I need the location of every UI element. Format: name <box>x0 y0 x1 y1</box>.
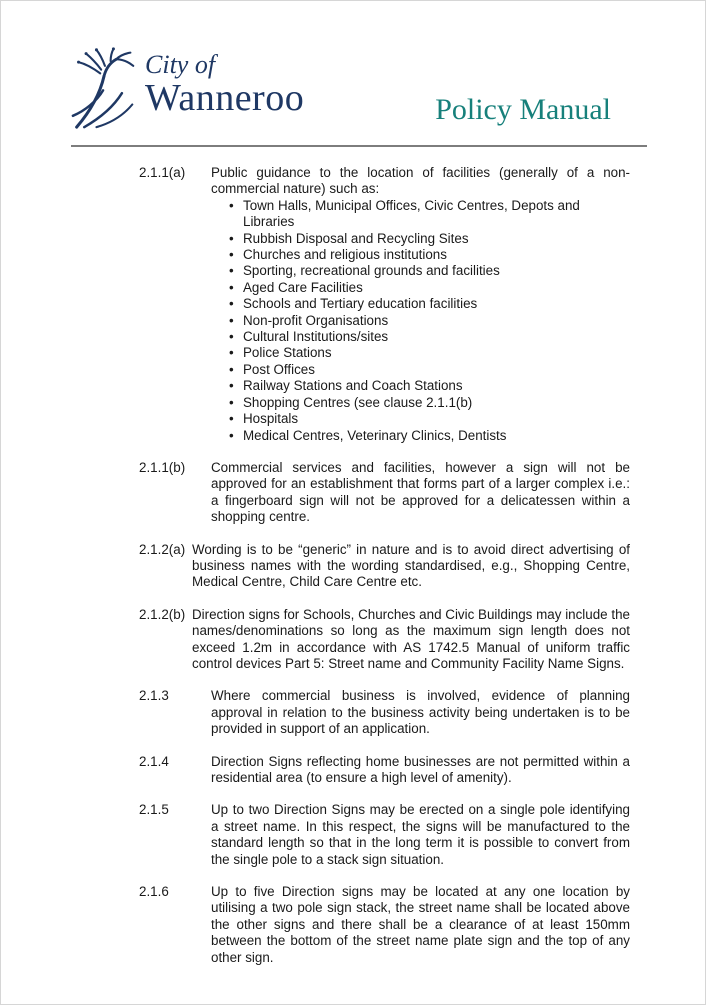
clause-text-block <box>211 460 630 526</box>
clause-2-1-6 <box>139 884 630 966</box>
kangaroo-paw-logo-icon <box>71 47 137 129</box>
bullet-icon: • <box>229 312 234 328</box>
clause-text: Where commercial business is involved, evidence of planning approval in relation to the business activity being undertaken is to be provided in support of an application. <box>211 688 630 737</box>
org-name <box>145 47 304 117</box>
clause-number: 2.1.2(a) <box>139 541 186 557</box>
clause-2-1-1a <box>139 165 630 444</box>
list-item <box>211 198 630 231</box>
clause-2-1-2a <box>139 542 630 591</box>
list-item <box>211 345 630 361</box>
list-item <box>211 296 630 312</box>
bullet-icon: • <box>229 361 234 377</box>
list-item-text: Hospitals <box>243 411 299 427</box>
list-item-text: Medical Centres, Veterinary Clinics, Dentists <box>243 427 507 443</box>
list-item <box>211 263 630 279</box>
page-header <box>1 1 705 129</box>
clause-text-block <box>192 542 630 591</box>
list-item-text: Aged Care Facilities <box>243 279 363 295</box>
clause-text: Direction Signs reflecting home businesses are not permitted within a residential area (to ensure a high level of amenity). <box>211 753 630 785</box>
clause-text-block <box>211 165 630 444</box>
list-item-text: Post Offices <box>243 361 315 377</box>
list-item <box>211 378 630 394</box>
list-item <box>211 247 630 263</box>
bullet-icon: • <box>229 296 234 312</box>
clause-text: Commercial services and facilities, however a sign will not be approved for an establishment that forms part of a larger complex i.e.: a fingerboard sign will not be approved for a delicatessen within a shopping centre. <box>211 459 630 525</box>
clause-text: Wording is to be “generic” in nature and is to avoid direct advertising of business names with the wording standardised, e.g., Shopping Centre, Medical Centre, Child Care Centre etc. <box>192 541 630 590</box>
clause-2-1-5 <box>139 802 630 868</box>
list-item-text: Cultural Institutions/sites <box>243 329 389 345</box>
clause-number: 2.1.3 <box>139 688 169 704</box>
list-item-text: Sporting, recreational grounds and facilities <box>243 263 500 279</box>
list-item-text: Police Stations <box>243 345 332 361</box>
list-item-text: Rubbish Disposal and Recycling Sites <box>243 230 469 246</box>
bullet-icon: • <box>229 427 234 443</box>
bullet-icon: • <box>229 263 234 279</box>
clause-text-block <box>211 884 630 966</box>
list-item-text: Schools and Tertiary education facilities <box>243 296 478 312</box>
bullet-icon: • <box>229 394 234 410</box>
clause-text: Up to five Direction signs may be located at any one location by utilising a two pole sign stack, the street name shall be located above the other signs and there shall be a clearance of at least 150mm between the bottom of the street name plate sign and the top of any other sign. <box>211 884 630 965</box>
clause-2-1-4 <box>139 754 630 787</box>
document-title: Policy Manual <box>435 93 611 126</box>
list-item <box>211 411 630 427</box>
clause-number: 2.1.4 <box>139 753 169 769</box>
clause-number: 2.1.2(b) <box>139 606 186 622</box>
org-name-wanneroo: Wanneroo <box>145 77 305 119</box>
list-item <box>211 280 630 296</box>
clause-2-1-2b <box>139 607 630 673</box>
list-item-text: Town Halls, Municipal Offices, Civic Centres, Depots and Libraries <box>243 197 580 230</box>
clause-2-1-1b <box>139 460 630 526</box>
clause-number: 2.1.6 <box>139 884 169 900</box>
clause-text-block <box>211 754 630 787</box>
city-of-wanneroo-brand <box>71 47 304 129</box>
clause-number: 2.1.1(a) <box>139 165 186 180</box>
list-item <box>211 231 630 247</box>
list-item <box>211 428 630 444</box>
clause-2-1-3 <box>139 688 630 737</box>
clause-number: 2.1.5 <box>139 802 169 818</box>
list-item-text: Churches and religious institutions <box>243 247 447 263</box>
clause-text-block <box>211 688 630 737</box>
bullet-icon: • <box>229 197 234 213</box>
clause-number: 2.1.1(b) <box>139 459 186 475</box>
bullet-icon: • <box>229 329 234 345</box>
clause-text-block <box>192 607 630 673</box>
list-item <box>211 313 630 329</box>
header-divider <box>71 145 647 147</box>
bullet-icon: • <box>229 247 234 263</box>
org-name-city-of: City of <box>145 50 216 79</box>
bullet-icon: • <box>229 279 234 295</box>
clause-text: Direction signs for Schools, Churches and Civic Buildings may include the names/denominations so long as the maximum sign length does not exceed 1.2m in accordance with AS 1742.5 Manual of uniform traffic control devices Part 5: Street name and Community Facility Name Signs. <box>192 606 630 671</box>
clause-text-block <box>211 802 630 868</box>
bullet-icon: • <box>229 378 234 394</box>
list-item-text: Non-profit Organisations <box>243 312 389 328</box>
list-item-text: Shopping Centres (see clause 2.1.1(b) <box>243 394 473 410</box>
list-item <box>211 329 630 345</box>
bullet-icon: • <box>229 230 234 246</box>
bullet-icon: • <box>229 345 234 361</box>
bullet-icon: • <box>229 411 234 427</box>
list-item-text: Railway Stations and Coach Stations <box>243 378 463 394</box>
facility-bullet-list <box>211 198 630 444</box>
list-item <box>211 395 630 411</box>
clause-text: Public guidance to the location of facilities (generally of a non-commercial nature) such as: <box>211 165 630 197</box>
list-item <box>211 362 630 378</box>
clause-text: Up to two Direction Signs may be erected on a single pole identifying a street name. In this respect, the signs will be manufactured to the standard length so that in the long term it is possible to convert from the single pole to a stack sign situation. <box>211 802 630 867</box>
document-body <box>139 165 630 966</box>
